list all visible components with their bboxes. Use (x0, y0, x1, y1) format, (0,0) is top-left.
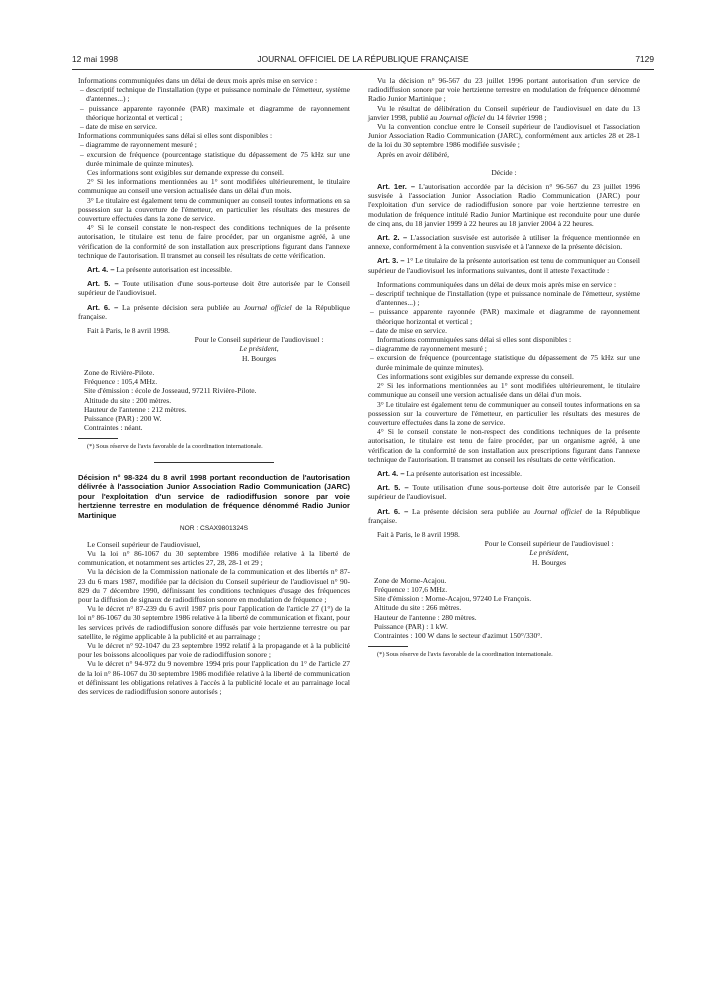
paragraph: Ces informations sont exigibles sur demande expresse du conseil. (87, 168, 284, 178)
list-item: – descriptif technique de l'installation (type et puissance nominale de l'émetteur, système d'antennes...) ; (80, 85, 350, 104)
signature-role: Le président, (239, 344, 279, 354)
article-text: de la République française. (78, 302, 351, 321)
annex-line: Site d'émission : Morne-Acajou, 97240 Le François. (374, 594, 532, 604)
visa: Vu la décision de la Commission nationale de la communication et des libertés n° 87-23 du 6 mars 1987, modifiée par la décision du Conseil supérieur de l'audiovisuel n° 90-829 du 7 décembre 1990, définissant les conditions techniques d'usage des fréquences pour la diffusion de signaux de radiodiffusion sonore en modulation de fréquence ; (78, 567, 350, 604)
article-label: Art. 6. – (87, 302, 119, 312)
signature-line: Pour le Conseil supérieur de l'audiovisuel : (194, 335, 324, 345)
visa: Vu le décret n° 87-239 du 6 avril 1987 pris pour l'application de l'article 27 (1°) de la loi n° 86-1067 du 30 septembre 1986 relative à la liberté de communication et fixant, pour les services privés de radiodiffusion sonore diffusés par voie hertzienne terrestre ou par satellite, le régime applicable à la publicité et au parrainage ; (78, 604, 350, 641)
list-item: – puissance apparente rayonnée (PAR) maximale et diagramme de rayonnement théorique horizontal et vertical ; (80, 103, 350, 122)
article-text: La présente autorisation est incessible. (116, 265, 232, 275)
signature-role: Le président, (529, 548, 569, 558)
decides-heading: Décide : (491, 167, 517, 177)
annex-details (368, 576, 640, 640)
paragraph: 4° Si le conseil constate le non-respect des conditions techniques de la présente autorisation, le titulaire est tenu de faire procéder, par un organisme agréé, à une vérification de la conformité de son installation aux prescriptions figurant dans l'annexe technique de l'autorisation. Il transmet au conseil les résultats de cette vérification. (368, 427, 640, 464)
nor-reference: NOR : CSAX9801324S (179, 525, 249, 533)
header-rule (72, 69, 654, 70)
article-label: Art. 2. – (377, 233, 408, 243)
list-item: – diagramme de rayonnement mesuré ; (80, 140, 197, 150)
info-no-delay: Informations communiquées sans délai si elles sont disponibles : (78, 131, 273, 141)
annex-line: Altitude du site : 200 mètres. (84, 395, 172, 405)
article-label: Art. 6. – (377, 506, 409, 516)
paragraph: 2° Si les informations mentionnées au 1° sont modifiées ultérieurement, le titulaire communique au conseil une version actualisée dans un délai d'un mois. (78, 177, 350, 196)
paragraph: 4° Si le conseil constate le non-respect des conditions techniques de la présente autorisation, le titulaire est tenu de faire procéder, par un organisme agréé, à une vérification de la conformité de son installation aux prescriptions figurant dans l'annexe technique de l'autorisation. Il transmet au conseil les résultats de cette vérification. (78, 223, 350, 260)
article-text: L'autorisation accordée par la décision n° 96-567 du 23 juillet 1996 susvisée à l'association Junior Association Radio Communication (JARC) pour l'exploitation d'un service de radiodiffusion sonore par voie hertzienne terrestre en modulation de fréquence intitulé Radio Junior Martinique est reconduite pour une durée de cinq ans, du 18 janvier 1999 à 22 heures au 18 janvier 2004 à 22 heures. (368, 182, 641, 228)
paragraph: 2° Si les informations mentionnées au 1° sont modifiées ultérieurement, le titulaire communique au conseil une version actualisée dans un délai d'un mois. (368, 381, 640, 400)
visa-text: du 14 février 1998 ; (486, 112, 547, 122)
signature-name: H. Bourges (531, 557, 567, 567)
article-5 (368, 483, 640, 501)
header-page-number: 7129 (635, 54, 654, 64)
right-column (368, 76, 640, 659)
list-item: – puissance apparente rayonnée (PAR) maximale et diagramme de rayonnement théorique horizontal et vertical ; (370, 307, 640, 326)
article-1 (368, 182, 640, 228)
annex-line: Zone de Rivière-Pilote. (84, 367, 155, 377)
annex-line: Contraintes : 100 W dans le secteur d'azimut 150°/330°. (374, 630, 543, 640)
decision-title: Décision n° 98-324 du 8 avril 1998 portant reconduction de l'autorisation délivrée à l'association Junior Association Radio Communication (JARC) pour l'exploitation d'un service de radiodiffusion sonore par voie hertzienne terrestre en modulation de fréquence dénommé Radio Junior Martinique (78, 472, 350, 520)
article-4 (78, 265, 350, 274)
article-3 (368, 256, 640, 274)
article-text: La présente autorisation est incessible. (406, 468, 522, 478)
annex-details (78, 368, 350, 432)
visa: Vu la décision n° 96-567 du 23 juillet 1996 portant autorisation d'un service de radiodiffusion sonore par voie hertzienne terrestre en modulation de fréquence dénommé Radio Junior Martinique ; (368, 76, 640, 104)
header-journal-title: JOURNAL OFFICIEL DE LA RÉPUBLIQUE FRANÇAISE (257, 54, 469, 64)
article-text: de la République française. (368, 506, 641, 525)
journal-name: Journal officiel (439, 112, 486, 122)
footnote: (*) Sous réserve de l'avis favorable de la coordination internationale. (377, 651, 553, 659)
section-separator (154, 462, 274, 463)
done-at: Fait à Paris, le 8 avril 1998. (87, 326, 170, 336)
visa: Vu la loi n° 86-1067 du 30 septembre 1986 modifiée relative à la liberté de communication, et notamment ses articles 27, 28, 28-1 et 29 ; (78, 548, 350, 568)
running-header (72, 54, 654, 68)
paragraph: Le Conseil supérieur de l'audiovisuel, (87, 539, 201, 549)
article-text: Toute utilisation d'une sous-porteuse doit être autorisée par le Conseil supérieur de l'audiovisuel. (368, 483, 640, 502)
article-text: La présente décision sera publiée au (412, 506, 530, 516)
article-label: Art. 1er. – (377, 182, 415, 192)
article-text: L'association susvisée est autorisée à utiliser la fréquence mentionnée en annexe, conformément à la convention susvisée et à l'annexe de la présente décision. (368, 233, 640, 252)
article-label: Art. 3. – (377, 256, 405, 266)
done-at: Fait à Paris, le 8 avril 1998. (377, 529, 460, 539)
signature-line: Pour le Conseil supérieur de l'audiovisuel : (484, 539, 614, 549)
list-item: – excursion de fréquence (pourcentage statistique du dépassement de 75 kHz sur une durée minimale de quinze minutes). (370, 353, 640, 372)
info-two-months: Informations communiquées dans un délai de deux mois après mise en service : (78, 76, 318, 85)
annex-line: Fréquence : 105,4 MHz. (84, 377, 158, 387)
paragraph: 3° Le titulaire est également tenu de communiquer au conseil toutes informations en sa possession sur la couverture de l'émetteur, en particulier les résultats des mesures de couverture effectuées dans la zone de service. (78, 195, 350, 224)
article-2 (368, 233, 640, 251)
signature-title (78, 344, 350, 353)
annex-line: Altitude du site : 266 mètres. (374, 603, 462, 613)
article-label: Art. 4. – (377, 468, 405, 478)
footnote-rule (368, 646, 408, 647)
list-item: – date de mise en service. (80, 122, 158, 132)
header-date: 12 mai 1998 (72, 54, 119, 64)
signature-name: H. Bourges (241, 353, 277, 363)
list-item: – date de mise en service. (370, 325, 448, 335)
article-6 (78, 303, 350, 321)
article-text: La présente décision sera publiée au (122, 302, 240, 312)
article-label: Art. 4. – (87, 265, 115, 275)
journal-name: Journal officiel (243, 302, 292, 312)
paragraph: Après en avoir délibéré, (377, 149, 450, 159)
paragraph: Ces informations sont exigibles sur demande expresse du conseil. (377, 371, 574, 381)
annex-line: Site d'émission : école de Josseaud, 97211 Rivière-Pilote. (84, 386, 257, 396)
info-no-delay: Informations communiquées sans délai si elles sont disponibles : (377, 335, 572, 345)
signature-title (368, 548, 640, 557)
footnote-rule (78, 438, 118, 439)
article-label: Art. 5. – (87, 279, 119, 289)
annex-line: Contraintes : néant. (84, 423, 143, 433)
visa: Vu le décret n° 94-972 du 9 novembre 1994 pris pour l'application du 1° de l'article 27 de la loi n° 86-1067 du 30 septembre 1986 modifiée relative à la liberté de communication et définissant les obligations relatives à l'accès à la publicité locale et au parrainage local des services de radiodiffusion sonore autorisés ; (78, 659, 350, 696)
info-two-months: Informations communiquées dans un délai de deux mois après mise en service : (377, 279, 617, 289)
annex-line: Puissance (PAR) : 200 W. (84, 413, 162, 423)
annex-line: Fréquence : 107,6 MHz. (374, 584, 448, 594)
left-column (78, 76, 350, 696)
article-text: Toute utilisation d'une sous-porteuse doit être autorisée par le Conseil supérieur de l'audiovisuel. (78, 279, 350, 298)
visa-text: Vu le résultat de délibération du Conseil supérieur de l'audiovisuel en date du 13 janvier 1998, publié au (368, 103, 640, 122)
article-label: Art. 5. – (377, 483, 409, 493)
annex-line: Puissance (PAR) : 1 kW. (374, 621, 448, 631)
visa: Vu le décret n° 92-1047 du 23 septembre 1992 relatif à la propagande et à la publicité pour les boissons alcooliques par voie de radiodiffusion sonore ; (78, 640, 350, 660)
article-text: 1° Le titulaire de la présente autorisation est tenu de communiquer au Conseil supérieur de l'audiovisuel les informations suivantes, dont il atteste l'exactitude : (368, 256, 640, 275)
annex-line: Hauteur de l'antenne : 212 mètres. (84, 404, 187, 414)
visa: Vu la convention conclue entre le Conseil supérieur de l'audiovisuel et l'association Junior Association Radio Communication (JARC), conformément aux articles 28 et 28-1 de la loi du 30 septembre 1986 modifiée susvisée ; (368, 122, 640, 150)
paragraph: 3° Le titulaire est également tenu de communiquer au conseil toutes informations en sa possession sur la couverture de l'émetteur, en particulier les résultats des mesures de couverture effectuées dans la zone de service. (368, 399, 640, 427)
article-6 (368, 507, 640, 525)
annex-line: Zone de Morne-Acajou. (374, 575, 447, 585)
visa (368, 104, 640, 122)
list-item: – diagramme de rayonnement mesuré ; (370, 344, 487, 354)
annex-line: Hauteur de l'antenne : 280 mètres. (374, 612, 477, 622)
journal-name: Journal officiel (533, 506, 582, 516)
list-item: – excursion de fréquence (pourcentage statistique du dépassement de 75 kHz sur une durée minimale de quinze minutes). (80, 149, 350, 168)
list-item: – descriptif technique de l'installation (type et puissance nominale de l'émetteur, système d'antennes...) ; (370, 289, 640, 308)
footnote: (*) Sous réserve de l'avis favorable de la coordination internationale. (87, 443, 263, 451)
article-5 (78, 279, 350, 297)
article-4 (368, 469, 640, 478)
